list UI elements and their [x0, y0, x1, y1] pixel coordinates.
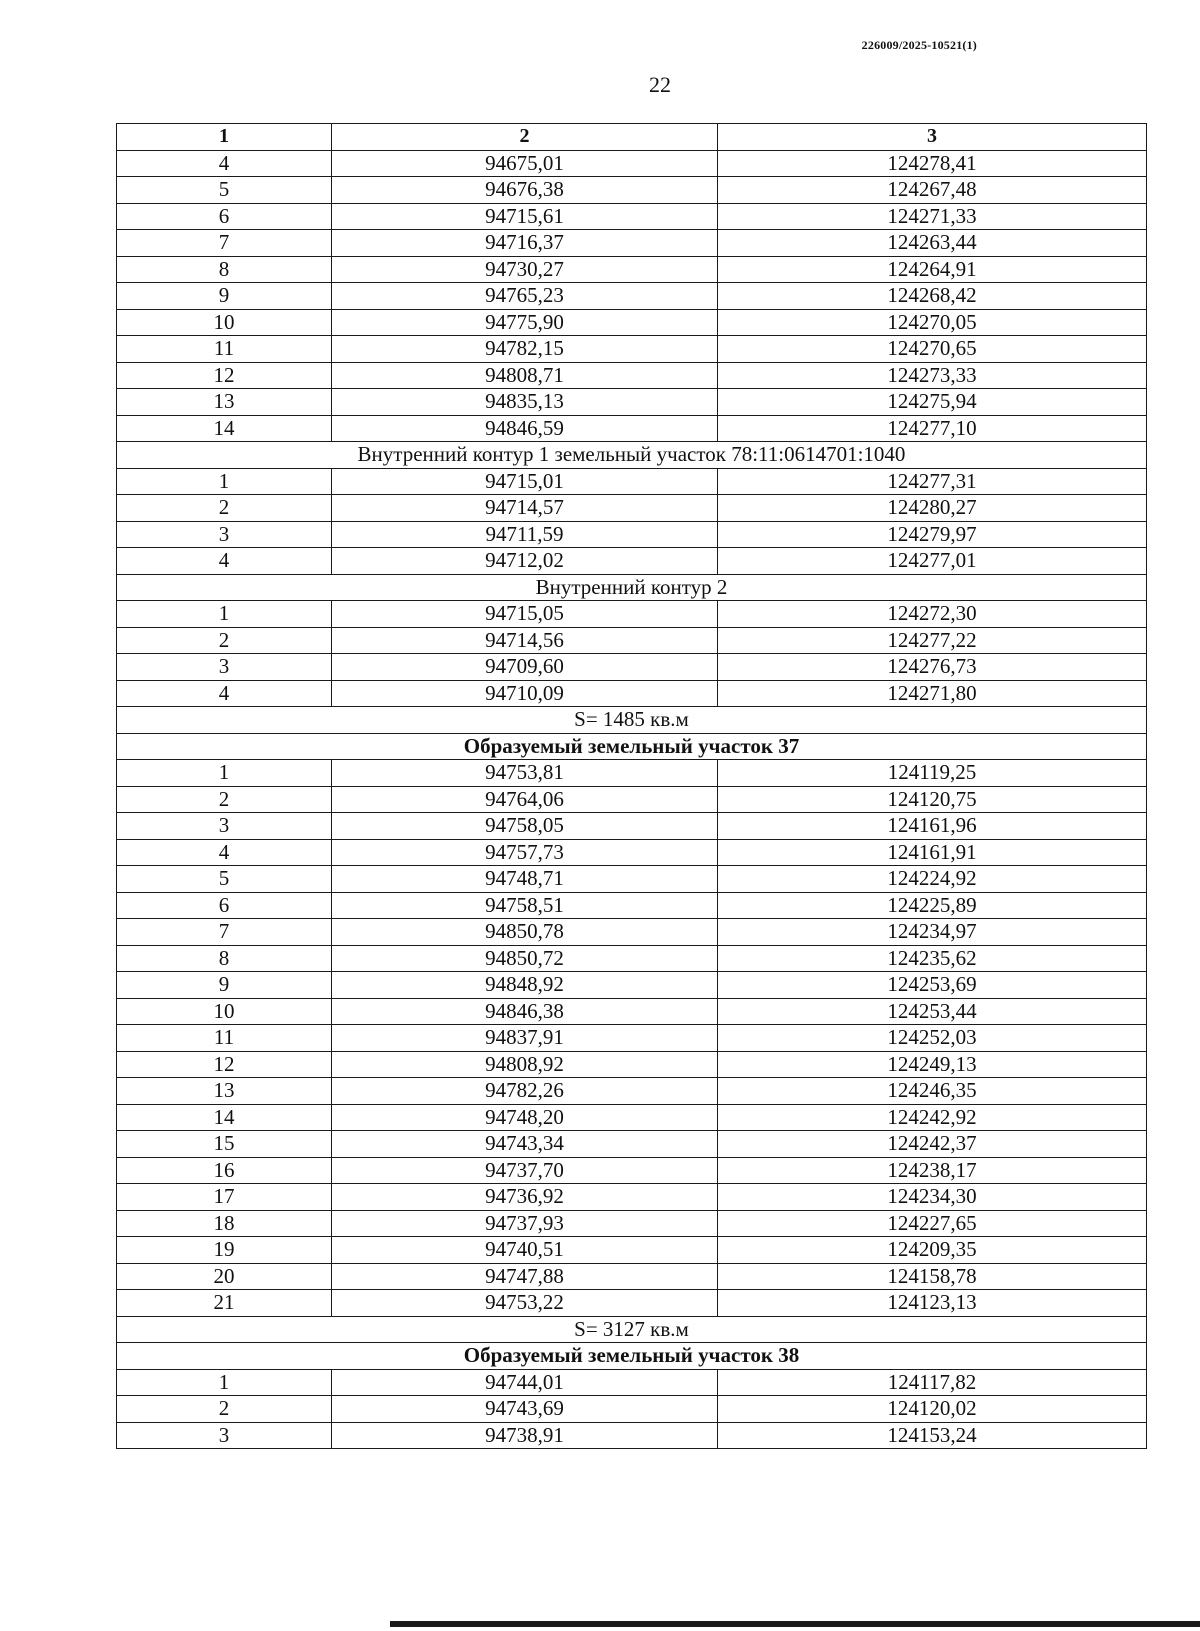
y-coordinate-cell: 124278,41 [718, 150, 1147, 177]
point-number-cell: 7 [117, 230, 332, 257]
point-number-cell: 9 [117, 972, 332, 999]
column-header-x: 2 [332, 124, 718, 151]
area-row [117, 707, 1147, 734]
x-coordinate-cell: 94737,93 [332, 1210, 718, 1237]
y-coordinate-cell: 124153,24 [718, 1422, 1147, 1449]
point-number-cell: 12 [117, 362, 332, 389]
point-number-cell: 18 [117, 1210, 332, 1237]
x-coordinate-cell: 94837,91 [332, 1025, 718, 1052]
x-coordinate-cell: 94743,34 [332, 1131, 718, 1158]
y-coordinate-cell: 124117,82 [718, 1369, 1147, 1396]
table-body [117, 150, 1147, 1449]
table-row [117, 839, 1147, 866]
y-coordinate-cell: 124120,02 [718, 1396, 1147, 1423]
x-coordinate-cell: 94850,78 [332, 919, 718, 946]
point-number-cell: 16 [117, 1157, 332, 1184]
y-coordinate-cell: 124277,10 [718, 415, 1147, 442]
table-row [117, 892, 1147, 919]
x-coordinate-cell: 94748,20 [332, 1104, 718, 1131]
point-number-cell: 21 [117, 1290, 332, 1317]
y-coordinate-cell: 124273,33 [718, 362, 1147, 389]
point-number-cell: 12 [117, 1051, 332, 1078]
x-coordinate-cell: 94736,92 [332, 1184, 718, 1211]
section-heading: Внутренний контур 2 [117, 574, 1147, 601]
point-number-cell: 17 [117, 1184, 332, 1211]
y-coordinate-cell: 124270,65 [718, 336, 1147, 363]
table-row [117, 389, 1147, 416]
y-coordinate-cell: 124242,92 [718, 1104, 1147, 1131]
table-row [117, 786, 1147, 813]
table-row [117, 1078, 1147, 1105]
point-number-cell: 5 [117, 866, 332, 893]
table-row [117, 203, 1147, 230]
y-coordinate-cell: 124252,03 [718, 1025, 1147, 1052]
table-row [117, 972, 1147, 999]
x-coordinate-cell: 94743,69 [332, 1396, 718, 1423]
y-coordinate-cell: 124225,89 [718, 892, 1147, 919]
point-number-cell: 11 [117, 1025, 332, 1052]
table-row [117, 1369, 1147, 1396]
point-number-cell: 5 [117, 177, 332, 204]
table-row [117, 548, 1147, 575]
table-row [117, 945, 1147, 972]
point-number-cell: 9 [117, 283, 332, 310]
table-row [117, 1157, 1147, 1184]
y-coordinate-cell: 124235,62 [718, 945, 1147, 972]
y-coordinate-cell: 124119,25 [718, 760, 1147, 787]
table-row [117, 150, 1147, 177]
x-coordinate-cell: 94835,13 [332, 389, 718, 416]
point-number-cell: 10 [117, 998, 332, 1025]
y-coordinate-cell: 124227,65 [718, 1210, 1147, 1237]
point-number-cell: 4 [117, 680, 332, 707]
point-number-cell: 1 [117, 760, 332, 787]
x-coordinate-cell: 94846,38 [332, 998, 718, 1025]
point-number-cell: 3 [117, 654, 332, 681]
y-coordinate-cell: 124224,92 [718, 866, 1147, 893]
section-heading: Внутренний контур 1 земельный участок 78:11:0614701:1040 [117, 442, 1147, 469]
y-coordinate-cell: 124270,05 [718, 309, 1147, 336]
y-coordinate-cell: 124271,80 [718, 680, 1147, 707]
table-row [117, 1184, 1147, 1211]
point-number-cell: 11 [117, 336, 332, 363]
table-row [117, 760, 1147, 787]
y-coordinate-cell: 124271,33 [718, 203, 1147, 230]
x-coordinate-cell: 94709,60 [332, 654, 718, 681]
y-coordinate-cell: 124277,22 [718, 627, 1147, 654]
point-number-cell: 2 [117, 786, 332, 813]
table-row [117, 468, 1147, 495]
y-coordinate-cell: 124277,01 [718, 548, 1147, 575]
point-number-cell: 1 [117, 468, 332, 495]
point-number-cell: 20 [117, 1263, 332, 1290]
y-coordinate-cell: 124120,75 [718, 786, 1147, 813]
x-coordinate-cell: 94715,01 [332, 468, 718, 495]
y-coordinate-cell: 124246,35 [718, 1078, 1147, 1105]
point-number-cell: 8 [117, 256, 332, 283]
area-value: S= 3127 кв.м [117, 1316, 1147, 1343]
point-number-cell: 13 [117, 1078, 332, 1105]
point-number-cell: 2 [117, 1396, 332, 1423]
x-coordinate-cell: 94710,09 [332, 680, 718, 707]
x-coordinate-cell: 94730,27 [332, 256, 718, 283]
point-number-cell: 2 [117, 495, 332, 522]
table-row [117, 601, 1147, 628]
table-row [117, 1025, 1147, 1052]
table-row [117, 1422, 1147, 1449]
x-coordinate-cell: 94765,23 [332, 283, 718, 310]
x-coordinate-cell: 94782,26 [332, 1078, 718, 1105]
table-row [117, 1051, 1147, 1078]
x-coordinate-cell: 94675,01 [332, 150, 718, 177]
x-coordinate-cell: 94808,71 [332, 362, 718, 389]
page-number: 22 [649, 72, 671, 97]
y-coordinate-cell: 124263,44 [718, 230, 1147, 257]
table-row [117, 336, 1147, 363]
x-coordinate-cell: 94782,15 [332, 336, 718, 363]
table-row [117, 256, 1147, 283]
x-coordinate-cell: 94758,51 [332, 892, 718, 919]
table-row [117, 1290, 1147, 1317]
section-heading: Образуемый земельный участок 38 [117, 1343, 1147, 1370]
point-number-cell: 6 [117, 892, 332, 919]
table-row [117, 1263, 1147, 1290]
x-coordinate-cell: 94846,59 [332, 415, 718, 442]
point-number-cell: 14 [117, 415, 332, 442]
y-coordinate-cell: 124268,42 [718, 283, 1147, 310]
y-coordinate-cell: 124123,13 [718, 1290, 1147, 1317]
point-number-cell: 4 [117, 548, 332, 575]
coordinates-table [116, 123, 1147, 1449]
point-number-cell: 3 [117, 521, 332, 548]
y-coordinate-cell: 124272,30 [718, 601, 1147, 628]
x-coordinate-cell: 94775,90 [332, 309, 718, 336]
column-header-y: 3 [718, 124, 1147, 151]
x-coordinate-cell: 94740,51 [332, 1237, 718, 1264]
column-header-point: 1 [117, 124, 332, 151]
x-coordinate-cell: 94753,22 [332, 1290, 718, 1317]
y-coordinate-cell: 124242,37 [718, 1131, 1147, 1158]
y-coordinate-cell: 124158,78 [718, 1263, 1147, 1290]
point-number-cell: 8 [117, 945, 332, 972]
table-row [117, 283, 1147, 310]
x-coordinate-cell: 94714,56 [332, 627, 718, 654]
table-row [117, 230, 1147, 257]
table-row [117, 680, 1147, 707]
x-coordinate-cell: 94716,37 [332, 230, 718, 257]
y-coordinate-cell: 124279,97 [718, 521, 1147, 548]
y-coordinate-cell: 124249,13 [718, 1051, 1147, 1078]
table-row [117, 654, 1147, 681]
section-heading-row [117, 574, 1147, 601]
point-number-cell: 4 [117, 150, 332, 177]
y-coordinate-cell: 124253,44 [718, 998, 1147, 1025]
table-row [117, 1131, 1147, 1158]
table-row [117, 362, 1147, 389]
section-heading-row [117, 733, 1147, 760]
table-row [117, 1396, 1147, 1423]
point-number-cell: 14 [117, 1104, 332, 1131]
x-coordinate-cell: 94676,38 [332, 177, 718, 204]
x-coordinate-cell: 94715,61 [332, 203, 718, 230]
area-value: S= 1485 кв.м [117, 707, 1147, 734]
point-number-cell: 15 [117, 1131, 332, 1158]
y-coordinate-cell: 124234,30 [718, 1184, 1147, 1211]
table-row [117, 309, 1147, 336]
point-number-cell: 7 [117, 919, 332, 946]
table-row [117, 1104, 1147, 1131]
point-number-cell: 1 [117, 601, 332, 628]
y-coordinate-cell: 124267,48 [718, 177, 1147, 204]
point-number-cell: 3 [117, 1422, 332, 1449]
table-row [117, 1210, 1147, 1237]
section-heading: Образуемый земельный участок 37 [117, 733, 1147, 760]
table-row [117, 521, 1147, 548]
y-coordinate-cell: 124277,31 [718, 468, 1147, 495]
table-row [117, 919, 1147, 946]
x-coordinate-cell: 94714,57 [332, 495, 718, 522]
y-coordinate-cell: 124209,35 [718, 1237, 1147, 1264]
y-coordinate-cell: 124280,27 [718, 495, 1147, 522]
table-row [117, 998, 1147, 1025]
section-heading-row [117, 1343, 1147, 1370]
x-coordinate-cell: 94753,81 [332, 760, 718, 787]
table-row [117, 866, 1147, 893]
document-number: 226009/2025-10521(1) [861, 38, 977, 52]
x-coordinate-cell: 94737,70 [332, 1157, 718, 1184]
y-coordinate-cell: 124276,73 [718, 654, 1147, 681]
x-coordinate-cell: 94758,05 [332, 813, 718, 840]
point-number-cell: 4 [117, 839, 332, 866]
point-number-cell: 6 [117, 203, 332, 230]
table-row [117, 415, 1147, 442]
x-coordinate-cell: 94848,92 [332, 972, 718, 999]
x-coordinate-cell: 94715,05 [332, 601, 718, 628]
y-coordinate-cell: 124275,94 [718, 389, 1147, 416]
x-coordinate-cell: 94764,06 [332, 786, 718, 813]
x-coordinate-cell: 94757,73 [332, 839, 718, 866]
x-coordinate-cell: 94738,91 [332, 1422, 718, 1449]
point-number-cell: 13 [117, 389, 332, 416]
area-row [117, 1316, 1147, 1343]
x-coordinate-cell: 94712,02 [332, 548, 718, 575]
point-number-cell: 10 [117, 309, 332, 336]
table-row [117, 495, 1147, 522]
y-coordinate-cell: 124238,17 [718, 1157, 1147, 1184]
scan-edge-rule [390, 1621, 1200, 1627]
point-number-cell: 3 [117, 813, 332, 840]
y-coordinate-cell: 124234,97 [718, 919, 1147, 946]
y-coordinate-cell: 124161,96 [718, 813, 1147, 840]
table-header-row [117, 124, 1147, 151]
y-coordinate-cell: 124253,69 [718, 972, 1147, 999]
x-coordinate-cell: 94744,01 [332, 1369, 718, 1396]
y-coordinate-cell: 124161,91 [718, 839, 1147, 866]
x-coordinate-cell: 94850,72 [332, 945, 718, 972]
table-row [117, 177, 1147, 204]
x-coordinate-cell: 94808,92 [332, 1051, 718, 1078]
x-coordinate-cell: 94711,59 [332, 521, 718, 548]
table-row [117, 813, 1147, 840]
x-coordinate-cell: 94748,71 [332, 866, 718, 893]
point-number-cell: 2 [117, 627, 332, 654]
section-heading-row [117, 442, 1147, 469]
point-number-cell: 1 [117, 1369, 332, 1396]
y-coordinate-cell: 124264,91 [718, 256, 1147, 283]
table-row [117, 1237, 1147, 1264]
x-coordinate-cell: 94747,88 [332, 1263, 718, 1290]
point-number-cell: 19 [117, 1237, 332, 1264]
table-row [117, 627, 1147, 654]
